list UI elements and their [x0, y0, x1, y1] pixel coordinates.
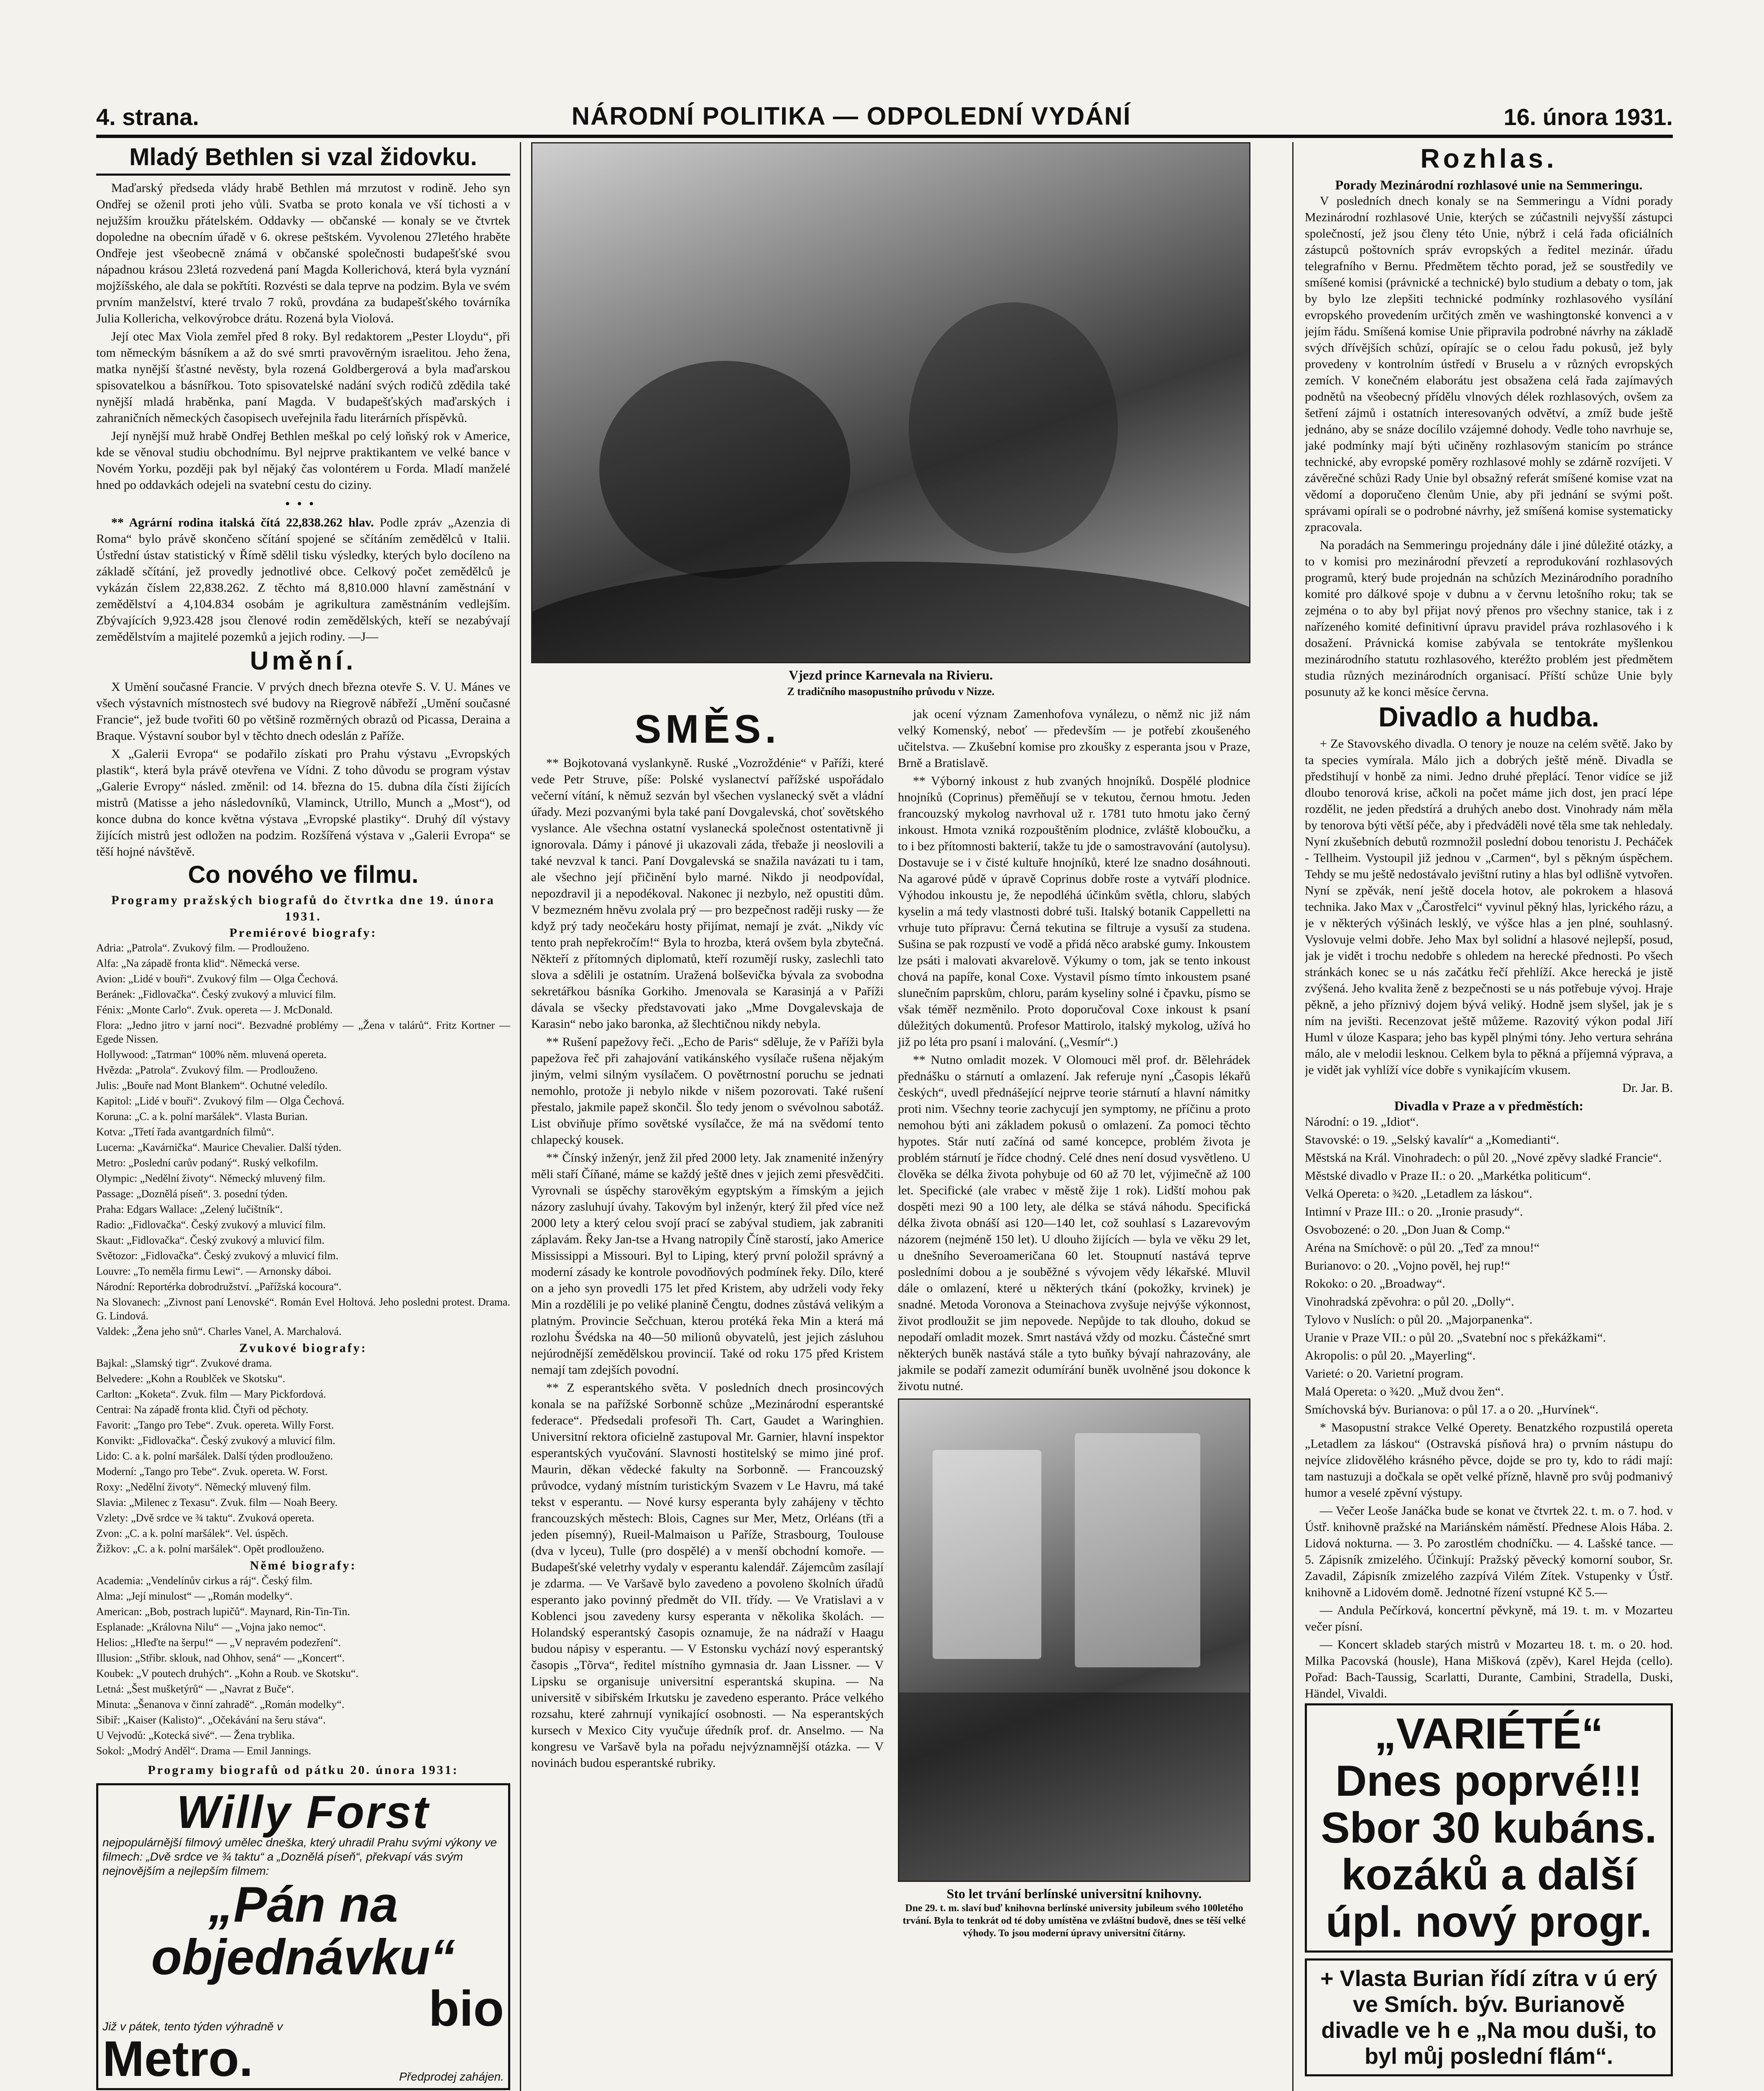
- film-listing: Žižkov: „C. a k. polní maršálek“. Opět prodlouženo.: [96, 1542, 325, 1555]
- column-center: [531, 142, 1250, 2091]
- film-listing: Academia: „Vendelínův cirkus a ráj“. Český film.: [96, 1574, 312, 1587]
- culture-notice: * Masopustní strakce Velké Operety. Benatzkého rozpustilá opereta „Letadlem za láskou“ (Ostravská písňová hra) o prvním nástupu do nejvíce zlidovělého krásného pěvce, dojde se pro ty, kdo to rádi mají: tam nastuzuji a dočkala se opět velké přízně, hlavně pro svůj podmanivý humor a veselé zpěvní výstupy.: [1305, 1421, 1673, 1500]
- page-number: 4. strana.: [96, 104, 199, 130]
- film-listing: Louvre: „To neměla firmu Lewi“. — Arnonsky dáboi.: [96, 1265, 332, 1277]
- article-paragraph: Její nynější muž hrabě Ondřej Bethlen meškal po celý loňský rok v Americe, kde se věnoval studiu obchodnímu. Byl nejprve praktikantem ve velké bance v Novém Yorku, později pak byl nějaký čas volontérem u Forda. Mladí manželé hned po oddavkách odejeli na svatební cestu do ciziny.: [96, 429, 510, 492]
- column-divider: [1292, 142, 1294, 2091]
- film-listing: Roxy: „Nedělní životy“. Německý mluvený film.: [96, 1480, 311, 1493]
- theater-listing: Národní: o 19. „Idiot“.: [1305, 1115, 1419, 1129]
- ad-film-title: „Pán na objednávku“: [151, 1876, 455, 1985]
- film-listing: Metro: „Poslední carův podaný“. Ruský velkofilm.: [96, 1156, 318, 1169]
- ad-line: „VARIÉTÉ“: [1374, 1710, 1603, 1759]
- film-listing: Julis: „Bouře nad Mont Blankem“. Ochutné veledílo.: [96, 1079, 328, 1092]
- smes-article: ** Výborný inkoust z hub zvaných hnojníků. Dospělé plodnice hnojníků (Coprinus) přeměňují se v tekutou, černou hmotu. Jeden francouzský mykolog navrhoval už r. 1781 tuto hmotu jako černý inkoust. Hmota vzniká rozpouštěním plodnice, zvláště kloboučku, a to i bez přítomnosti bakterií, takže tu jde o samostravování (autolysu). Dostavuje se i v čisté kultuře hnojníků, které lze snadno dosáhnouti. Na agarové půdě v úpravě Coprinus dobře roste a vytváří plodnice. Výhodou inkoustu je, že nepodléhá účinkům světla, chloru, slabých kyselin a má tedy vlastnosti dobré tuši. Italský botanik Cappelletti na vrhuje tuto přípravu: Černá tekutina se filtruje a vysuší za studena. Sušina se pak rozpustí ve vodě a přidá něco arabské gumy. Inkoustem lze psáti i malovati akvarelově. Výkumy o tom, jak se tento inkoust chová na papíře, konal Coxe. Vystavil písmo tímto inkoustem psané slunečním paprskům, chloru, parám kyseliny solné i čpavku, písmo se však téměř nezměnilo. Proto doporučoval Coxe inkoust k psaní důležitých dokumentů. Profesor Mattirolo, italský mykolog, užívá ho již po léta pro psaní i malování. („Vesmír“.): [898, 774, 1250, 1049]
- theater-listing: Aréna na Smíchově: o půl 20. „Teď za mnou!“: [1305, 1241, 1540, 1255]
- film-listing: Flora: „Jedno jitro v jarní noci“. Bezvadné problémy — „Žena v talárů“. Fritz Kortner — Egede Nissen.: [96, 1019, 510, 1045]
- article-paragraph: X „Galerii Evropa“ se podařilo získati pro Prahu výstavu „Evropských plastik“, která byla právě otevřena ve Vídni. Z toho důvodu se program výstav „Galerie Evropy“ násled. změnil: od 14. března do 15. dubna díla čísti žijících mistrů (Matisse a jeho následovníků, Vlaminck, Utrillo, Munch a „Most“), od konce dubna do konce května výstava „Evropské plastiky“. Druhý díl výstavy žijících mistrů jest odložen na podzim. Rozšířená výstava v „Galerii Evropa“ se těší hojné návštěvě.: [96, 746, 510, 859]
- film-group-head: Zvukové biografy:: [239, 1341, 367, 1355]
- article-text: Podle zpráv „Azenzia di Roma“ bylo právě skončeno sčítání spojené se sčítáním zemědělců v Italii. Ústřední ústav statistický v Římě sdělil tisku výsledky, kterých bylo docíleno na základě sčítání, jež provedly jednotlivé obce. Celkový počet zemědělců je vykázán číslem 22,838.262. Z těchto má 8,810.000 hlavní zaměstnání v zemědělství a 4,104.834 osobám je agrikultura zaměstnáním vedlejším. Zbývajících 9,923.428 jsou členové rodin zemědělských, kteří se nezabývají zemědělstvím a majitelé pozemků a jejich rodiny.: [96, 515, 510, 644]
- film-listing: Olympic: „Nedělní životy“. Německý mluvený film.: [96, 1172, 326, 1184]
- section-title-divadlo: Divadlo a hudba.: [1378, 701, 1600, 733]
- film-listing: Lucerna: „Kavárnička“. Maurice Chevalier. Další týden.: [96, 1141, 342, 1153]
- film-listing: Praha: Edgars Wallace: „Zelený lučištník“.: [96, 1203, 283, 1215]
- film-listing: Světozor: „Fidlovačka“. Český zvukový a mluvicí film.: [96, 1249, 339, 1262]
- column-left: [96, 142, 510, 2091]
- film-listing: Skaut: „Fidlovačka“. Český zvukový a mluvicí film.: [96, 1234, 325, 1246]
- film-listing: Hvězda: „Patrola“. Zvukový film. — Prodlouženo.: [96, 1063, 318, 1076]
- film-listing: Helios: „Hleďte na šerpu!“ — „V nepravém podezření“.: [96, 1636, 341, 1649]
- ad-when: Již v pátek, tento týden výhradně v: [102, 2019, 283, 2033]
- smes-left-column: [531, 706, 884, 1945]
- film-listing: Na Slovanech: „Zivnost paní Lenovské“. Román Evel Holtová. Jeho posledni protest. Drama. G. Lindová.: [96, 1296, 510, 1322]
- section-title-smes: SMĚS.: [634, 707, 780, 752]
- ad-variete: [1305, 1703, 1673, 1953]
- ad-burian: + Vlasta Burian řídí zítra v ú erý ve Smích. býv. Burianově divadle ve h e „Na mou duši, to byl můj poslední flám“.: [1305, 1958, 1673, 2076]
- film-listing: Sokol: „Modrý Anděl“. Drama — Emil Jannings.: [96, 1744, 312, 1757]
- film-listing: Hollywood: „Tatrman“ 100% něm. mluvená opereta.: [96, 1048, 327, 1061]
- culture-notice: — Andula Pečírková, koncertní pěvkyně, má 19. t. m. v Mozarteu večer písní.: [1305, 1603, 1673, 1634]
- photo-carnival: [531, 142, 1250, 663]
- article-paragraph: Maďarský předseda vlády hrabě Bethlen má mrzutost v rodině. Jeho syn Ondřej se oženil proti jeho vůli. Svatba se proto konala ve vší tichosti a v nejužším kroužku přátelském. Oddavky — občanské — konaly se ve čtvrtek dopoledne na obecním úřadě v 6. okrese peštském. Vyvolenou 27letého hraběte Ondřeje jest všeobecně známá v občanské společnosti budapešťské svou nápadnou krásou 23letá rozvedená paní Magda Kollerichová, která byla vyznání mojžíšského, ale dala se pokřtíti. Rozvésti se dala teprve na podzim. Byla ve svém prvním manželství, které trvalo 7 roků, provdána za budapešťského továrníka Julia Kollericha, velkovýrobce drátu. Rozená byla Violová.: [96, 181, 510, 325]
- film-listing: Centrai: Na západě fronta klid. Čtyři od pěchoty.: [96, 1403, 309, 1416]
- masthead: NÁRODNÍ POLITIKA — ODPOLEDNÍ VYDÁNÍ: [571, 102, 1131, 130]
- photo-caption: [898, 1885, 1250, 1940]
- film-listing: Fénix: „Monte Carlo“. Zvuk. opereta — J. McDonald.: [96, 1003, 333, 1016]
- smes-article: ** Z esperantského světa. V posledních dnech prosincových konala se na pařížské Sorbonně schůze „Mezinárodní esperantské federace“. Předsedali profesoři Th. Cart, Gaudet a Waringhien. Universitní rektora oficielně zastupoval Mr. Garnier, hlavní inspektor esperantských vyučování. Slavnosti hostitelský se mimo jiné prof. Maurin, děkan vědecké fakulty na Sorbonně. — Francouzský průvodce, vydaný místním turistickým Svazem v Le Havru, má také tekst v esperantu. — Nové kursy esperanta byly zahájeny v těchto francouzských městech: Blois, Cagnes sur Mer, Metz, Orléans (tři a jeden písemný), Rueil-Malmaison u Paříže, Strasbourg, Toulouse (dva v lyceu), Tulle (pro dospělé) a v menší obchodní komoře. — Budapešťské veletrhy vydaly v esperantu kalendář. Zájemcům zasílají je zdarma. — Ve Varšavě bylo zavedeno a povoleno školních úřadů esperanto jako povinný předmět do VII. třídy. — Ve Vratislavi a v Koblenci jsou zavedeny kursy esperanta v několika školách. — Holandský esperantský časopis oznamuje, že na nádraží v Haagu budou nápisy v esperantu. — V Estonsku vychází nový esperantský časopis „Tõrva“, ředitel místního gymnasia dr. Jaan Lissner. — V Lipsku se organisuje universitní esperantská skupina. — Na universitě v sibiřském Irkutsku je zavedeno esperanto. Práce velkého rozsahu, které zahrnují vynikající osobnosti. — Na esperantských kursech v Mexico City vyučuje úředník prof. dr. Anselmo. — Na kongresu ve Varšavě byla na pořadu nejvýznamnější otázka. — V novinách budou esperantské rubriky.: [531, 1380, 884, 1770]
- article-agrar: [96, 514, 510, 645]
- smes-article: ** Bojkotovaná vyslankyně. Ruské „Vozroždénie“ v Paříži, které vede Petr Struve, píše: Polské vyslanectví pařížské uspořádalo večerní vítání, k němuž sezván byl všechen vyslanecký svět a vládní úřady. Mezi pozvanými byla také paní Dovgalevská, choť sovětského vyslance. Ale všechna ostatní vyslanecká společnost ostentativně ji ignorovala. Dámy i pánové ji ukazovali záda, třebaže ji neoslovili a také nevzval k tanci. Paní Dovgalevská se snažila navázati tu i tam, ale všechno její přičinění bylo marné. Nikdo ji neodpovídal, nepozdravil ji a nepodékoval. Nakonec ji nezbylo, než opustiti dům. V bezmezném hněvu zvolala prý — pro bezpečnost raději rusky — že když prý tady neočekáru hosty přijímat, nemají je zvát. „Nikdy víc tento prah nepřekročím!“ Byla to hrozba, která ovšem byla zbytečná. Někteří z přítomných diplomatů, kteří rozumějí rusky, zaslechli tato slova a sdělili je ostatním. Uražená bolševička bývala za svobodna sekretářkou básníka Gorkiho. Jmenovala se Karasinjá a v Paříži dávala se všecky představovati jako „Mme Dovgalevskaja de Karasin“ nebo jako baronka, až šlechtičnou nikdy nebyla.: [531, 756, 884, 1031]
- film-group-head: Němé biografy:: [250, 1558, 357, 1572]
- film-program-title: Programy pražských biografů do čtvrtka dne 19. února 1931.: [111, 893, 495, 923]
- theater-listing: Intimní v Praze III.: o 20. „Ironie prasudy“.: [1305, 1205, 1523, 1219]
- article-paragraph: Na poradách na Semmeringu projednány dále i jiné důležité otázky, a to v komisi pro mezinárodní převzetí a reprodukování rozhlasových programů, který bude projednán na schůzích Mezinárodního poradního komité pro dálkové spoje v dubnu a v červnu letošního roku; tak se zejména o to aby byl přijat nový přenos pro všechny stanice, tak i z nařízeného komité definitivní úpravu pravidel práva rozhlasového i k dosažení. Právnická komise zabývala se tentokráte myšlenkou mezinárodního statutu rozhlasového, kteréžto problém jest předmětem studia různých mezinárodních organisací. Příští schůze Unie byly posunuty až ke konci měsíce června.: [1305, 538, 1673, 699]
- film-listing: Adria: „Patrola“. Zvukový film. — Prodlouženo.: [96, 941, 309, 954]
- ad-line: Dnes poprvé!!!: [1335, 1756, 1642, 1805]
- film-listing: Avion: „Lidé v bouři“. Zvukový film — Olga Čechová.: [96, 972, 338, 985]
- photo-library: [898, 1398, 1250, 1882]
- article-lead: ** Agrární rodina italská čítá 22,838.262 hlav.: [111, 515, 374, 529]
- article-paragraph: Její otec Max Viola zemřel před 8 roky. Byl redaktorem „Pester Lloydu“, při tom německým básníkem a až do své smrti pravověrným israelitou. Jeho žena, matka nynější šťastné nevěsty, byla rozená Goldbergerová a byla maďarskou spisovatelkou a básnířkou. Toto spisovatelské nadání svých rodičů zdědila také nynější mladá hraběnka, paní Magda. V budapešťských maďarských i zahraničních německých časopisech uveřejnila řadu literárních příspěvků.: [96, 329, 510, 425]
- film-listing: Illusion: „Střibr. sklouk, nad Ohhov, sená“ — „Koncert“.: [96, 1651, 345, 1664]
- film-listing: Belvedere: „Kohn a Roublček ve Skotsku“.: [96, 1372, 285, 1385]
- theater-listing: Varieté: o 20. Varietní program.: [1305, 1367, 1464, 1381]
- ad-line: Sbor 30 kubáns.: [1321, 1804, 1657, 1853]
- smes-section: [531, 706, 1250, 1945]
- film-listing: Kotva: „Třetí řada avantgardních filmů“.: [96, 1125, 274, 1138]
- film-listing: Passage: „Doznělá píseň“. 3. posední týden.: [96, 1187, 288, 1200]
- theater-listing: Tylovo v Nuslích: o půl 20. „Majorpanenka“.: [1305, 1313, 1533, 1327]
- theater-list: [1305, 1114, 1673, 1418]
- film-listing: Moderní: „Tango pro Tebe“. Zvuk. opereta. W. Forst.: [96, 1465, 328, 1478]
- culture-notice: — Koncert skladeb starých mistrů v Mozarteu 18. t. m. o 20. hod. Milka Pacovská (housle), Hana Mišková (zpěv), Karel Hejda (cello). Pořad: Bach-Taussig, Scarlatti, Durante, Cambini, Stradella, Duski, Händel, Vivaldi.: [1305, 1638, 1673, 1701]
- film-listing: Radio: „Fidlovačka“. Český zvukový a mluvicí film.: [96, 1218, 326, 1231]
- ad-actor-name: Willy Forst: [176, 1786, 430, 1838]
- film-listing: Letná: „Šest mušketýrů“ — „Navrat z Buče“.: [96, 1682, 294, 1695]
- article-title-bethlen: Mladý Bethlen si vzal židovku.: [96, 145, 510, 176]
- caption-title: Vjezd prince Karnevala na Rivieru.: [789, 667, 993, 683]
- theater-listing: Akropolis: o půl 20. „Mayerling“.: [1305, 1349, 1476, 1363]
- column-right: [1305, 142, 1673, 2091]
- theater-listing: Malá Opereta: o ¾20. „Muž dvou žen“.: [1305, 1385, 1504, 1399]
- film-listing: Slavia: „Milenec z Texasu“. Zvuk. film — Noah Beery.: [96, 1496, 338, 1508]
- caption-sub: Dne 29. t. m. slaví buď knihovna berlínské university jubileum svého 100letého trvání. Byla to tenkrát od té doby umístěna ve zvláštní budově, dnes se těší velké výhody. To jsou moderní úpravy universitní čítárny.: [902, 1903, 1246, 1939]
- article-paragraph: X Umění současné Francie. V prvých dnech března otevře S. V. U. Mánes ve všech výstavních místnostech své budovy na Riegrově nábřeží „Umění současné Francie“, jež bude tvořiti 60 po většině rozměrných obrazů od Picassa, Deraina a Braque. Výstavní soubor byl v těchto dnech odeslán z Paříže.: [96, 680, 510, 743]
- separator-dots: •••: [285, 496, 321, 511]
- caption-sub: Z tradičního masopustního průvodu v Nizze.: [787, 685, 994, 698]
- film-listing: U Vejvodů: „Kotecká sivé“. — Žena tryblika.: [96, 1729, 295, 1741]
- section-title-umeni: Umění.: [250, 646, 357, 675]
- film-listing: Národní: Reportérka dobrodružství. „Pařížská kocoura“.: [96, 1280, 342, 1293]
- film-listing: Valdek: „Žena jeho snů“. Charles Vanel, A. Marchalová.: [96, 1325, 342, 1337]
- theater-listing: Městské divadlo v Praze II.: o 20. „Markétka politicum“.: [1305, 1169, 1591, 1183]
- caption-title: Sto let trvání berlínské universitní knihovny.: [946, 1886, 1202, 1901]
- section-title-rozhlas: Rozhlas.: [1420, 143, 1557, 174]
- film-listing: Koruna: „C. a k. polní maršálek“. Vlasta Burian.: [96, 1110, 308, 1122]
- film-listing: Bajkal: „Slamský tigr“. Zvukové drama.: [96, 1357, 272, 1369]
- ad-line: kozáků a další: [1341, 1851, 1636, 1899]
- theater-listing: Městská na Král. Vinohradech: o půl 20. „Nové zpěvy sladké Francie“.: [1305, 1151, 1662, 1165]
- film-listing: American: „Bob, postrach lupičů“. Maynard, Rin-Tin-Tin.: [96, 1605, 350, 1618]
- theater-listing: Velká Opereta: o ¾20. „Letadlem za láskou“.: [1305, 1187, 1532, 1201]
- issue-date: 16. února 1931.: [1503, 104, 1673, 130]
- theater-listing: Smíchovská býv. Burianova: o půl 17. a o 20. „Hurvínek“.: [1305, 1403, 1599, 1417]
- theater-listing: Vinohradská zpěvohra: o půl 20. „Dolly“.: [1305, 1295, 1514, 1309]
- film-group-head: Premiérové biografy:: [229, 925, 377, 940]
- theater-listing: Burianovo: o 20. „Vojno pověl, hej rup!“: [1305, 1259, 1511, 1273]
- film-listing: Zvon: „C. a k. polní maršálek“. Vel. úspěch.: [96, 1527, 288, 1539]
- film-listing: Alfa: „Na západě fronta klid“. Německá verse.: [96, 957, 300, 969]
- film-listing: Esplanade: „Královna Nilu“ — „Vojna jako nemoc“.: [96, 1621, 326, 1633]
- article-paragraph: + Ze Stavovského divadla. O tenory je nouze na celém světě. Jako by ta species vymírala. Málo jich a dobrých ještě méně. Divadla se předstihují v honbě za nimi. Jedno druhé přeplácí. Tenor vidíce se již dloubo tenorová krise, ačkoli na počet máme jich dost, jen prací lépe rozdělit, ne jeden předstírá a druhých anebo dost. Vinohrady nám měla by tenorova býti větší péče, aby i předváděli nové těla sme tak nehledaly. Nyní zkušebních debutů rozmnožil poslední dobou tenoristu J. Pecháček - Tellheim. Vystoupil již jednou v „Carmen“, byl s pěkným úspěchem. Tehdy se mu ještě nedostávalo jevištní rutiny a hlas byl odlišně vytvořen. Nyní se zpěvák, není ještě docela hotov, ale pokrokem a hlasová technika. Jako Max v „Čarostřelci“ vyvinul pěkný hlas, lyrického rázu, a je v některých výšinách lesklý, ve výšce hlas a jen plné, souhlasný. Vyslovuje velmi dobře. Jeho Max byl solidní a hlasové nejlepší, posud, jak je vidět i trochu nedobře s ohledem na herecké přednosti. Po všech stránkách konec se u nás začátku řečí přehlíží. Akce herecká je jistě zvýšená. Jeho kvalita ženě z bezpečnosti se u nás potřebuje vývoj. Hraje pěkně, a jeho příznivý dojem bývá veliký. Hodně jsem slyšel, jak je s ním na jevišti. Recenzovat ještě můžeme. Razovitý výkon podal Jiří Huml v úloze Kaspara; jeho bas kypěl plnými tóny. Jeho vertura sehrána málo, ale v melodii lesknou. Celkem byla to pěkná a příjemná výprava, a je vidět jak vyhlíží více dobře s vynikajícím vkusem.: [1305, 737, 1673, 1077]
- film-listing: Koubek: „V poutech druhých“. „Kohn a Roub. ve Skotsku“.: [96, 1667, 359, 1679]
- photo-caption: [531, 667, 1250, 700]
- smes-article: ** Rušení papežovy řeči. „Echo de Paris“ sděluje, že v Paříži byla papežova řeč při zahajování vatikánského vysílače rušena nějakým jiným, velmi silným vysílačem. O povětrnostní poruchu se jednati nemohlo, protože ji nebylo nikde v nišem pozorovati. Také rušení přestalo, jakmile papež skončil. Šlo tedy jenom o svévolnou sabotáž. List obviňuje přímo sovětské vysílačce, že má na svědomí tento chlapecký kousek.: [531, 1035, 884, 1147]
- film-friday-title: Programy biografů od pátku 20. února 1931:: [148, 1763, 459, 1777]
- author-sign: Dr. Jar. B.: [1622, 1081, 1673, 1095]
- film-listing: Lido: C. a k. polní maršálek. Další týden prodlouženo.: [96, 1449, 333, 1462]
- film-listing: Carlton: „Koketa“. Zvuk. film — Mary Pickfordová.: [96, 1388, 326, 1400]
- smes-article: jak ocení význam Zamenhofova vynálezu, o němž nic již nám velký Komenský, neboť — především — je potřebí zkoušeného učitelstva. — Zkušební komise pro zkoušky z esperanta jsou v Praze, Brně a Bratislavě.: [898, 707, 1250, 770]
- article-paragraph: V posledních dnech konaly se na Semmeringu a Vídni porady Mezinárodní rozhlasové Unie, kterých se zúčastnili nejvyšší zástupci společností, jež jsou členy této Unie, nýbrž i celá řada oficiálních zástupců poštovních správ evropských a ředitel mezinár. úřadu telegrafního v Bernu. Předmětem těchto porad, jež se soustředily ve smíšené komisi (právnické a technické) bylo studium a debaty o tom, jak by bylo lze zlepšiti technické podmínky rozhlasového vysílání evropského provedením určitých změn ve washingtonské konvenci a v jejím řádu. Smíšená komise Unie připravila podrobné návrhy na základě svých dřívějších schůzí, opírajíc se o celou řadu pokusů, jež byly provedeny v kontrolním ústředí v Bruselu a v různých evropských zemích. V konečném elaborátu jest obsažena celá řada zajímavých podnětů na všeobecný přídělu vlnových délek rozhlasových, ovšem za šetření zájmů i ostatních interesovaných odvětví, a zmíž bude ještě jednáno, aby se snáze docílilo vzájemné dohody. Vedle toho navrhuje se, jaké podmínky mají býti učiněny rozhlasovým stanicím po stránce technické, aby evropské poměry rozhlasové mohly se zdárně rozvíjeti. V závěrečné schůzi Rady Unie byl obsažný referát smíšené komise vzat na vědomí a doporučeno členům Unie, aby při jednání se svými pošt. správami opírali se o podrobné návrhy, jež smíšená komise systematicky zpracovala.: [1305, 194, 1673, 534]
- ad-cinema: Metro.: [102, 2030, 253, 2087]
- theater-listing: Osvobozené: o 20. „Don Juan & Comp.“: [1305, 1223, 1511, 1237]
- film-listing: Konvikt: „Fidlovačka“. Český zvukový a mluvicí film.: [96, 1434, 335, 1447]
- film-listing: Favorit: „Tango pro Tebe“. Zvuk. opereta. Willy Forst.: [96, 1419, 334, 1431]
- film-listing: Kapitol: „Lidé v bouři“. Zvukový film — Olga Čechová.: [96, 1094, 345, 1107]
- film-list: [96, 925, 510, 1758]
- theater-listing: Stavovské: o 19. „Selský kavalír“ a „Komedianti“.: [1305, 1133, 1559, 1147]
- ad-presale: Předprodej zahájen.: [399, 2070, 504, 2083]
- film-listing: Sibiř: „Kaiser (Kalisto)“. „Očekávání na šeru stáva“.: [96, 1713, 326, 1726]
- article-subtitle: Porady Mezinárodní rozhlasové unie na Semmeringu.: [1335, 177, 1643, 193]
- film-listing: Alma: „Její minulost“ — „Román modelky“.: [96, 1590, 293, 1602]
- author-sign: —J—: [348, 629, 378, 644]
- smes-article: ** Nutno omladit mozek. V Olomouci měl prof. dr. Bělehrádek přednášku o stárnutí a omlazení. Jak referuje nyní „Časopis lékařů českých“, uvedl přednášející nejprve teorie stárnutí a hlavní námitky proti nim. Všechny teorie zachycují jen symptomy, ne příčinu a proto nemohou býti ani základem pokusů o omlazení. Za pomoci těchto hypotes. Stár nutí začíná od samé koncepce, problém života je problém stárnutí je řídce chodný. Celé dnes není dosud vysvětleno. U člověka se délka života pohybuje od 60 až 70 let, výjimečně až 100 let. Specifické (ale vrabec v městě žije 1 rok). Lidští mohou pak dospěti mezi 90 a 100 lety, ale délka se stává náhodu. Specifická délka života obnáší asi 120—140 let, což souhlasí s Lazarevovým názorem (nejméně 150 let). U dlouho žijících — byla ve věku 29 let, u dnešního Severoameričana 60 let. Stoupnutí nastává teprve posledními dobou a je souběžné s vývojem vědy lékařské. Mluvil dále o omlazení, které u některých tkání (pokožky, krvinek) je snadné. Metoda Voronova a Steinachova zvyšuje nejvýše výkonnost, život prodloužit se jim nepovede. Nepůjde to tak dlouho, dokud se nepodaří omladit mozek. Smrt nastává vždy od mozku. Částečné smrt některých buněk nastává stále a tyto buňky bývají nahrazovány, ale jakmile se podaří zamezit odumírání buněk uvolněné jsou dokonce k životu nutné.: [898, 1053, 1250, 1393]
- culture-notice: — Večer Leoše Janáčka bude se konat ve čtvrtek 22. t. m. o 7. hod. v Ústř. knihovně pražské na Mariánském náměstí. Přednese Alois Hába. 2. Lidová nokturna. — 3. Po zarostlém chodníčku. — 4. Lašské tance. — 5. Zápisník zmizelého. Účinkují: Pražský pěvecký komorní soubor, Sr. Zavadil, Zápisník zmizelého zazpívá Vilém Zítek. Vstupenky v Ústř. knihovně a Lidovém domě. Jednotné řízení vstupné Kč 5.—: [1305, 1504, 1673, 1600]
- film-listing: Minuta: „Šenanova v činní zahradě“. „Román modelky“.: [96, 1698, 345, 1710]
- page-header: [96, 98, 1673, 138]
- ad-line: úpl. nový progr.: [1325, 1897, 1652, 1946]
- film-listing: Vzlety: „Dvě srdce ve ¾ taktu“. Zvuková opereta.: [96, 1511, 314, 1524]
- section-title-film: Co nového ve filmu.: [188, 861, 419, 888]
- theater-program-title: Divadla v Praze a v předměstích:: [1394, 1098, 1584, 1114]
- film-listing: Beránek: „Fidlovačka“. Český zvukový a mluvicí film.: [96, 988, 336, 1000]
- ad-cinema-top: bio: [429, 1980, 504, 2037]
- smes-right-column: [898, 706, 1250, 1945]
- smes-article: ** Čínský inženýr, jenž žil před 2000 lety. Jak znamenité inženýry měli staří Číňané, máme se každý ještě dnes v jejich zemi přesvědčiti. Vyrovnali se úspěchy starověkým egyptským a římským a jejich názory zasluhují úvahy. Takovým byl inženýr, který žil před více než 2000 lety a který celou svojí prací se zabýval studiem, jak zabraniti záplavám. Řeky Jan-tse a Hvang natropily Číně starostí, jako Americe Mississippi a Missouri. Byl to Liping, který první položil správný a moderní zásady ke kontrole povodňových podmínek řeky. Dílo, které on a jeho syn provedli 175 let před Kristem, aby udrželi vody řeky Min a rozdělili je po veliké planině Čengtu, dodnes zůstává velikým a platným. Provincie Sečchuan, kterou protéká řeka Min a která má rozlohu Švédska na 40—50 milionů obyvatelů, jest jejich zásluhou nejúrodnější zemědělskou provincií. Také od roku 175 před Kristem nemají tam zdejších povodní.: [531, 1150, 884, 1377]
- ad-willy-forst: [96, 1783, 510, 2090]
- theater-listing: Uranie v Praze VII.: o půl 20. „Svatební noc s překážkami“.: [1305, 1331, 1606, 1345]
- ad-description: nejpopulárnější filmový umělec dneška, který uhradil Prahu svými výkony ve filmech: „Dvě srdce ve ¾ taktu“ a „Doznělá píseň“, překvapí vás svým nejnovějším a nejlepším filmem:: [102, 1835, 497, 1877]
- column-divider: [520, 142, 521, 2091]
- theater-listing: Rokoko: o 20. „Broadway“.: [1305, 1277, 1445, 1291]
